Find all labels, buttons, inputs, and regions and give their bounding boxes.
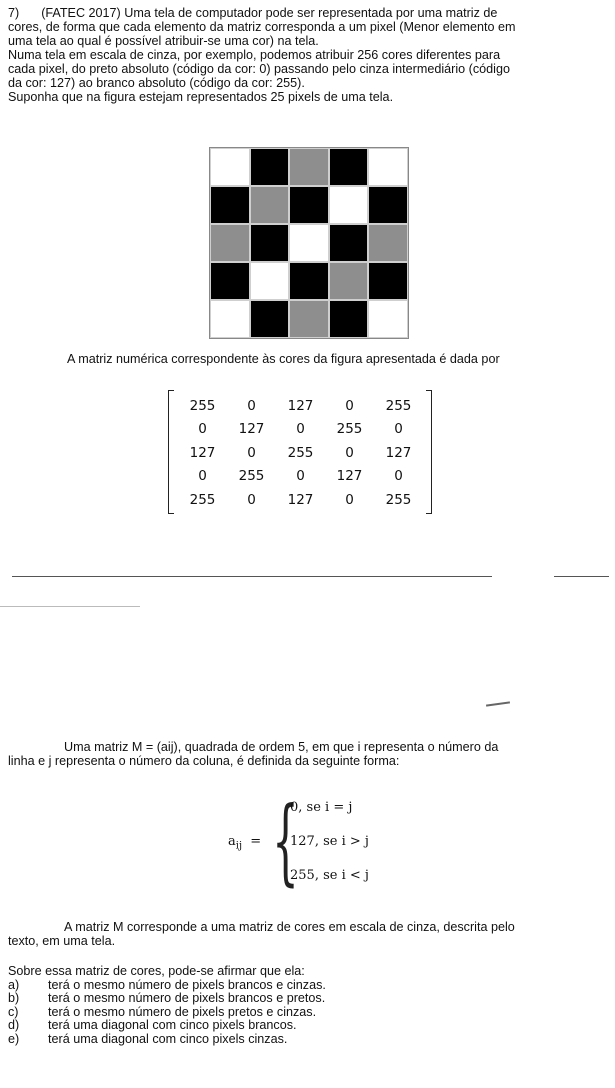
question-source: (FATEC 2017) Uma tela de computador pode ser representada por uma matriz de (41, 6, 498, 20)
pixel-cell (250, 148, 290, 186)
matrix-cell: 0 (247, 397, 256, 414)
matrix-row (178, 418, 423, 442)
lhs-subscript: ij (235, 840, 243, 852)
lhs-symbol: a (228, 834, 236, 849)
conclusion-line: A matriz M corresponde a uma matriz de cores em escala de cinza, descrita pelo (64, 920, 515, 934)
pixel-cell (250, 224, 290, 262)
question-intro (8, 6, 608, 104)
divider-line (0, 606, 140, 607)
left-brace: { (272, 787, 299, 896)
matrix-cell: 0 (345, 444, 354, 461)
divider-line (554, 576, 609, 577)
pixel-cell (250, 300, 290, 338)
pixel-cell (368, 300, 408, 338)
matrix-left-bracket (168, 390, 174, 514)
matrix-cell: 255 (385, 397, 412, 414)
matrix-cell: 255 (238, 468, 265, 485)
pixel-cell (329, 148, 369, 186)
matrix-cell: 0 (296, 468, 305, 485)
pixel-cell (210, 300, 250, 338)
matrix-cell: 0 (394, 421, 403, 438)
pixel-cell (329, 224, 369, 262)
matrix-cell: 127 (336, 468, 363, 485)
matrix-cell: 0 (345, 491, 354, 508)
matrix-row (178, 394, 423, 418)
figure-caption: A matriz numérica correspondente às cores da figura apresentada é dada por (67, 352, 500, 366)
piecewise-definition (228, 787, 428, 896)
intro-line: Suponha que na figura estejam representados 25 pixels de uma tela. (8, 90, 394, 104)
matrix-cell: 0 (198, 468, 207, 485)
option-text: terá uma diagonal com cinco pixels cinzas. (48, 1031, 288, 1046)
question-number: 7) (8, 6, 20, 20)
pixel-cell (329, 262, 369, 300)
divider-line (12, 576, 492, 577)
definition-line: Uma matriz M = (aij), quadrada de ordem 5, em que i representa o número da (64, 740, 499, 754)
pixel-cell (329, 186, 369, 224)
matrix-right-bracket (426, 390, 432, 514)
pixel-cell (289, 224, 329, 262)
pixel-cell (210, 186, 250, 224)
intro-line: Numa tela em escala de cinza, por exemplo, podemos atribuir 256 cores diferentes para (8, 48, 501, 62)
matrix-cell: 0 (247, 491, 256, 508)
option-key: b) (8, 991, 20, 1006)
pixel-cell (210, 224, 250, 262)
conclusion-text (8, 920, 608, 948)
matrix-row (178, 465, 423, 489)
answer-section (8, 965, 608, 1047)
option-text: terá o mesmo número de pixels pretos e cinzas. (48, 1004, 317, 1019)
option-text: terá uma diagonal com cinco pixels brancos. (48, 1018, 297, 1033)
matrix-cell: 0 (296, 421, 305, 438)
pixel-grid-figure (209, 147, 409, 339)
matrix-cell: 0 (247, 444, 256, 461)
question-prompt: Sobre essa matriz de cores, pode-se afirmar que ela: (8, 964, 305, 978)
question-header (8, 6, 608, 20)
intro-line: cores, de forma que cada elemento da matriz corresponda a um pixel (Menor elemento em (8, 20, 516, 34)
conclusion-line: texto, em uma tela. (8, 934, 116, 948)
pixel-cell (210, 148, 250, 186)
pixel-cell (368, 186, 408, 224)
pixel-cell (368, 148, 408, 186)
scan-mark (486, 701, 510, 706)
definition-line: linha e j representa o número da coluna, é definida da seguinte forma: (8, 754, 400, 768)
intro-line: da cor: 127) ao branco absoluto (código da cor: 255). (8, 76, 305, 90)
matrix-cell: 255 (189, 397, 216, 414)
matrix-table (178, 394, 423, 512)
option-a[interactable] (8, 979, 608, 993)
option-d[interactable] (8, 1019, 608, 1033)
option-key: a) (8, 977, 20, 992)
pixel-cell (210, 262, 250, 300)
option-c[interactable] (8, 1006, 608, 1020)
element-aij (228, 834, 261, 852)
option-key: d) (8, 1018, 20, 1033)
option-key: c) (8, 1004, 19, 1019)
matrix-cell: 127 (287, 491, 314, 508)
matrix-row (178, 488, 423, 512)
matrix-cell: 0 (198, 421, 207, 438)
pixel-cell (289, 186, 329, 224)
matrix-row (178, 441, 423, 465)
matrix-cell: 127 (189, 444, 216, 461)
matrix-cell: 127 (385, 444, 412, 461)
matrix-cell: 127 (238, 421, 265, 438)
pixel-cell (368, 224, 408, 262)
pixel-cell (289, 262, 329, 300)
pixel-cell (329, 300, 369, 338)
pixel-cell (289, 300, 329, 338)
pixel-cell (250, 186, 290, 224)
case-greater: 127, se i > j (290, 834, 369, 849)
intro-line: cada pixel, do preto absoluto (código da cor: 0) passando pelo cinza intermediário (código (8, 62, 510, 76)
matrix-cell: 0 (345, 397, 354, 414)
equals-sign: = (250, 834, 262, 849)
pixel-cell (289, 148, 329, 186)
option-key: e) (8, 1031, 20, 1046)
case-less: 255, se i < j (290, 868, 369, 883)
option-e[interactable] (8, 1033, 608, 1047)
matrix-cell: 0 (394, 468, 403, 485)
matrix-cell: 255 (385, 491, 412, 508)
pixel-cell (368, 262, 408, 300)
option-text: terá o mesmo número de pixels brancos e cinzas. (48, 977, 326, 992)
matrix-cell: 255 (336, 421, 363, 438)
numeric-matrix (168, 390, 432, 516)
intro-line: uma tela ao qual é possível atribuir-se uma cor) na tela. (8, 34, 319, 48)
option-text: terá o mesmo número de pixels brancos e pretos. (48, 991, 326, 1006)
matrix-cell: 127 (287, 397, 314, 414)
matrix-cell: 255 (287, 444, 314, 461)
case-equal: 0, se i = j (290, 800, 353, 815)
matrix-cell: 255 (189, 491, 216, 508)
option-b[interactable] (8, 992, 608, 1006)
definition-text (8, 740, 608, 768)
pixel-cell (250, 262, 290, 300)
